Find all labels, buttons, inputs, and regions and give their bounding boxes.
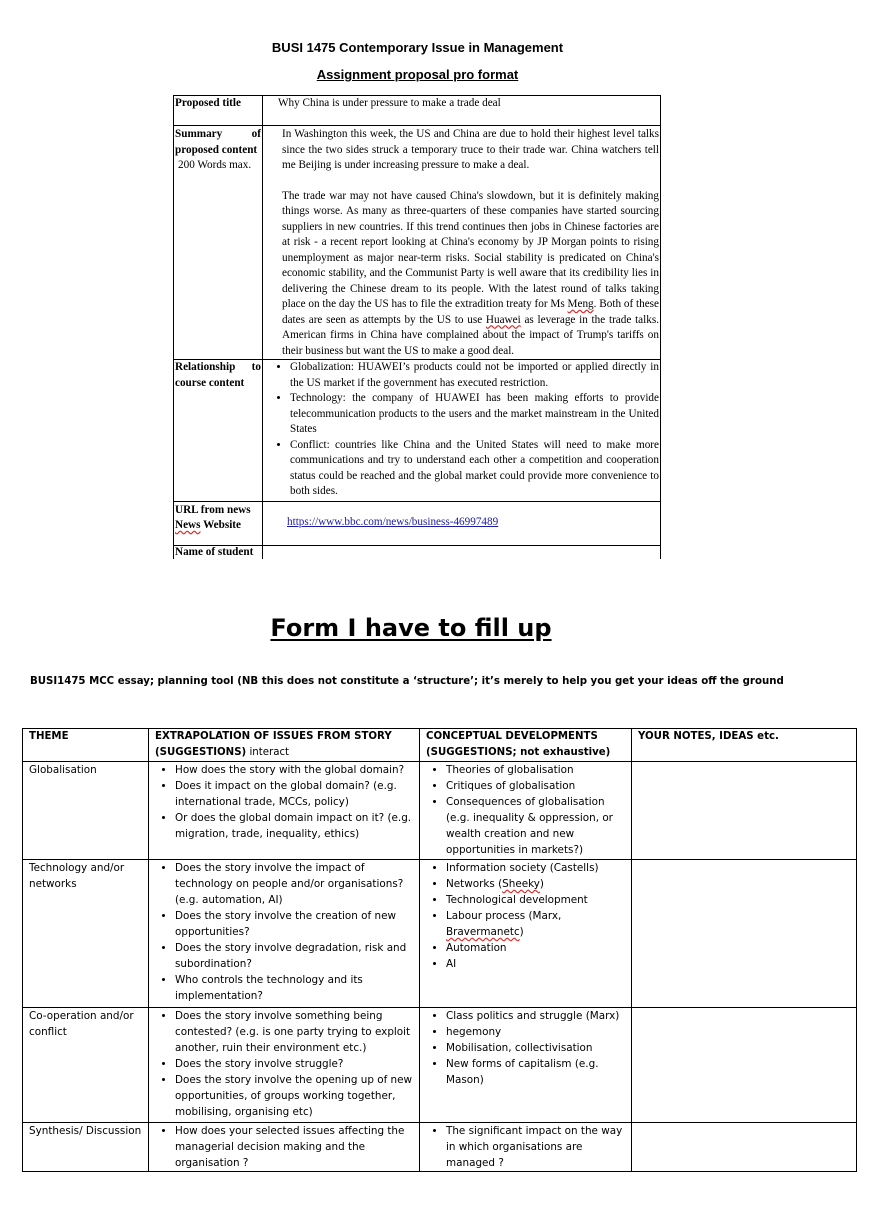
extrapolation-header-line-2 bbox=[155, 745, 415, 761]
url-label-line-1: URL from news bbox=[175, 503, 251, 516]
notes-cell[interactable] bbox=[632, 1123, 857, 1172]
concept-item bbox=[446, 876, 627, 892]
issue-item: • Does the story involve something being contested? (e.g. is one party trying to exploit another, ruin their environment etc.) bbox=[175, 1008, 415, 1056]
concept-item: • Automation bbox=[446, 940, 627, 956]
huawei-word: Huawei bbox=[485, 313, 521, 326]
extrapolation-header-line-1: EXTRAPOLATION OF ISSUES FROM STORY bbox=[155, 731, 392, 742]
extrapolation-interact: interact bbox=[246, 747, 290, 758]
concept-item: • Consequences of globalisation (e.g. inequality & oppression, or wealth creation and new opportunities in markets?) bbox=[446, 794, 627, 858]
concept-item: • hegemony bbox=[446, 1024, 627, 1040]
document-subtitle: Assignment proposal pro format bbox=[316, 67, 519, 82]
summary-paragraph-2-part-2: . Both of these dates are seen as attempts by the US to use bbox=[282, 298, 659, 326]
relationship-bullet: • Technology: the company of HUAWEI has been making efforts to provide telecommunication products to the users and the market mainstream in the United States bbox=[290, 391, 659, 438]
student-label: Name of student bbox=[174, 545, 263, 559]
planning-header-row bbox=[23, 729, 857, 762]
proposal-row-student bbox=[174, 545, 661, 559]
relationship-label-text: Relationship to course content bbox=[175, 361, 261, 389]
relationship-label bbox=[174, 360, 263, 502]
summary-label-line-2: proposed content bbox=[175, 143, 258, 156]
document-title: BUSI 1475 Contemporary Issue in Management bbox=[271, 40, 564, 55]
meng-word: Meng bbox=[567, 298, 594, 310]
concept-item: • Theories of globalisation bbox=[446, 762, 627, 778]
issues-cell bbox=[149, 1123, 420, 1172]
notes-cell[interactable] bbox=[632, 762, 857, 860]
notes-cell[interactable] bbox=[632, 1008, 857, 1123]
issue-item: • Does the story involve the opening up of new opportunities, of groups working together, mobilising, organising etc) bbox=[175, 1072, 415, 1120]
theme-cell: Technology and/or networks bbox=[23, 860, 149, 1008]
concept-item: • New forms of capitalism (e.g. Mason) bbox=[446, 1056, 627, 1088]
concept-item: • Class politics and struggle (Marx) bbox=[446, 1008, 627, 1024]
summary-paragraph-2 bbox=[282, 189, 659, 360]
issue-item: • Does the story involve struggle? bbox=[175, 1056, 415, 1072]
news-word: News bbox=[175, 519, 201, 531]
notes-cell[interactable] bbox=[632, 860, 857, 1008]
planning-note: BUSI1475 MCC essay; planning tool (NB this does not constitute a ‘structure’; it’s merely to help you get your ideas off the ground bbox=[30, 676, 784, 687]
relationship-bullet: • Globalization: HUAWEI’s products could not be imported or applied directly in the US market if the government has executed restriction. bbox=[290, 360, 659, 391]
concept-text: Labour process (Marx, bbox=[446, 910, 562, 922]
issues-cell bbox=[149, 762, 420, 860]
planning-row-globalisation bbox=[23, 762, 857, 860]
url-label-line-2 bbox=[175, 518, 261, 534]
concept-text: ) bbox=[539, 878, 544, 890]
proposal-row-title bbox=[174, 96, 661, 126]
student-value[interactable] bbox=[263, 545, 661, 559]
issue-item: • Does the story involve degradation, risk and subordination? bbox=[175, 940, 415, 972]
issue-item: • Who controls the technology and its implementation? bbox=[175, 972, 415, 1004]
extrapolation-suggestions: (SUGGESTIONS) bbox=[155, 747, 247, 758]
proposal-row-relationship bbox=[174, 360, 661, 502]
conceptual-header-line-1: CONCEPTUAL DEVELOPMENTS bbox=[426, 731, 598, 742]
issues-cell bbox=[149, 860, 420, 1008]
theme-cell: Globalisation bbox=[23, 762, 149, 860]
proposal-table bbox=[173, 95, 661, 559]
summary-paragraph-1: In Washington this week, the US and China are due to hold their highest level talks since the two sides struck a temporary truce to their trade war. China watchers tell me Beijing is under increasing pressure to make a deal. bbox=[282, 128, 659, 171]
theme-header: THEME bbox=[23, 729, 149, 762]
website-word: Website bbox=[200, 519, 241, 531]
sheeky-word: Sheeky bbox=[502, 878, 540, 890]
extrapolation-header bbox=[149, 729, 420, 762]
proposal-row-summary bbox=[174, 126, 661, 360]
concept-item: • Technological development bbox=[446, 892, 627, 908]
concept-text: Networks ( bbox=[446, 878, 503, 890]
summary-paragraph-2-part-3: as leverage in the trade talks. American firms in China have complained about the impact of Trump's tariffs on their business but want the US to make a good deal. bbox=[282, 313, 659, 357]
issue-item: • Does it impact on the global domain? (e.g. international trade, MCCs, policy) bbox=[175, 778, 415, 810]
form-heading: Form I have to fill up bbox=[270, 614, 552, 642]
issue-item: • Does the story involve the impact of technology on people and/or organisations? (e.g. automation, AI) bbox=[175, 860, 415, 908]
proposal-row-url bbox=[174, 501, 661, 545]
conceptual-header-line-2: (SUGGESTIONS; not exhaustive) bbox=[426, 747, 611, 758]
proposed-title-label: Proposed title bbox=[174, 96, 263, 126]
notes-header: YOUR NOTES, IDEAS etc. bbox=[632, 729, 857, 762]
issues-cell bbox=[149, 1008, 420, 1123]
summary-paragraph-2-part-1: The trade war may not have caused China's slowdown, but it is definitely making things worse. As many as three-quarters of these companies have started sourcing suppliers in new countries. If this trend continues then jobs in Chinese factories are at risk - a recent report looking at China's economy by JP Morgan points to rising unemployment as major near-term risks. Social stability is predicated on China's economic stability, and the Communist Party is well aware that its credibility lies in delivering the Chinese dream to its people. With the latest round of talks taking place on the day the US has to file the extradition treaty for Ms bbox=[282, 189, 659, 310]
url-content bbox=[263, 501, 661, 545]
concepts-cell bbox=[420, 860, 632, 1008]
url-label bbox=[174, 501, 263, 545]
planning-row-technology bbox=[23, 860, 857, 1008]
relationship-content[interactable] bbox=[263, 360, 661, 502]
concept-item: • Mobilisation, collectivisation bbox=[446, 1040, 627, 1056]
theme-cell: Co-operation and/or conflict bbox=[23, 1008, 149, 1123]
concept-item: • Critiques of globalisation bbox=[446, 778, 627, 794]
planning-row-synthesis bbox=[23, 1123, 857, 1172]
summary-label bbox=[174, 126, 263, 360]
issue-item: • How does your selected issues affecting the managerial decision making and the organisation ? bbox=[175, 1123, 415, 1171]
issue-item: • Or does the global domain impact on it? (e.g. migration, trade, inequality, ethics) bbox=[175, 810, 415, 842]
news-url-link[interactable]: https://www.bbc.com/news/business-46997489 bbox=[287, 516, 499, 529]
concept-item bbox=[446, 908, 627, 940]
issue-item: • Does the story involve the creation of new opportunities? bbox=[175, 908, 415, 940]
summary-label-line-1: Summary of bbox=[175, 128, 261, 140]
concept-item: • The significant impact on the way in which organisations are managed ? bbox=[446, 1123, 627, 1171]
concepts-cell bbox=[420, 1008, 632, 1123]
planning-row-cooperation bbox=[23, 1008, 857, 1123]
summary-label-line-3: 200 Words max. bbox=[178, 159, 252, 171]
braverman-word: Bravermanetc bbox=[446, 926, 520, 938]
theme-cell: Synthesis/ Discussion bbox=[23, 1123, 149, 1172]
proposed-title-text: Why China is under pressure to make a trade deal bbox=[278, 97, 501, 109]
concept-item: • Information society (Castells) bbox=[446, 860, 627, 876]
issue-item: • How does the story with the global domain? bbox=[175, 762, 415, 778]
proposed-title-value[interactable] bbox=[263, 96, 661, 126]
summary-content[interactable] bbox=[263, 126, 661, 360]
concepts-cell bbox=[420, 762, 632, 860]
relationship-bullets bbox=[264, 360, 659, 500]
planning-table bbox=[22, 728, 857, 1172]
concept-text: ) bbox=[519, 926, 524, 938]
relationship-bullet: • Conflict: countries like China and the United States will need to make more communications and try to understand each other a competition and cooperation status could be reached and the global market could provide more convenience to both sides. bbox=[290, 438, 659, 500]
concepts-cell bbox=[420, 1123, 632, 1172]
concept-item: • AI bbox=[446, 956, 627, 972]
conceptual-header bbox=[420, 729, 632, 762]
